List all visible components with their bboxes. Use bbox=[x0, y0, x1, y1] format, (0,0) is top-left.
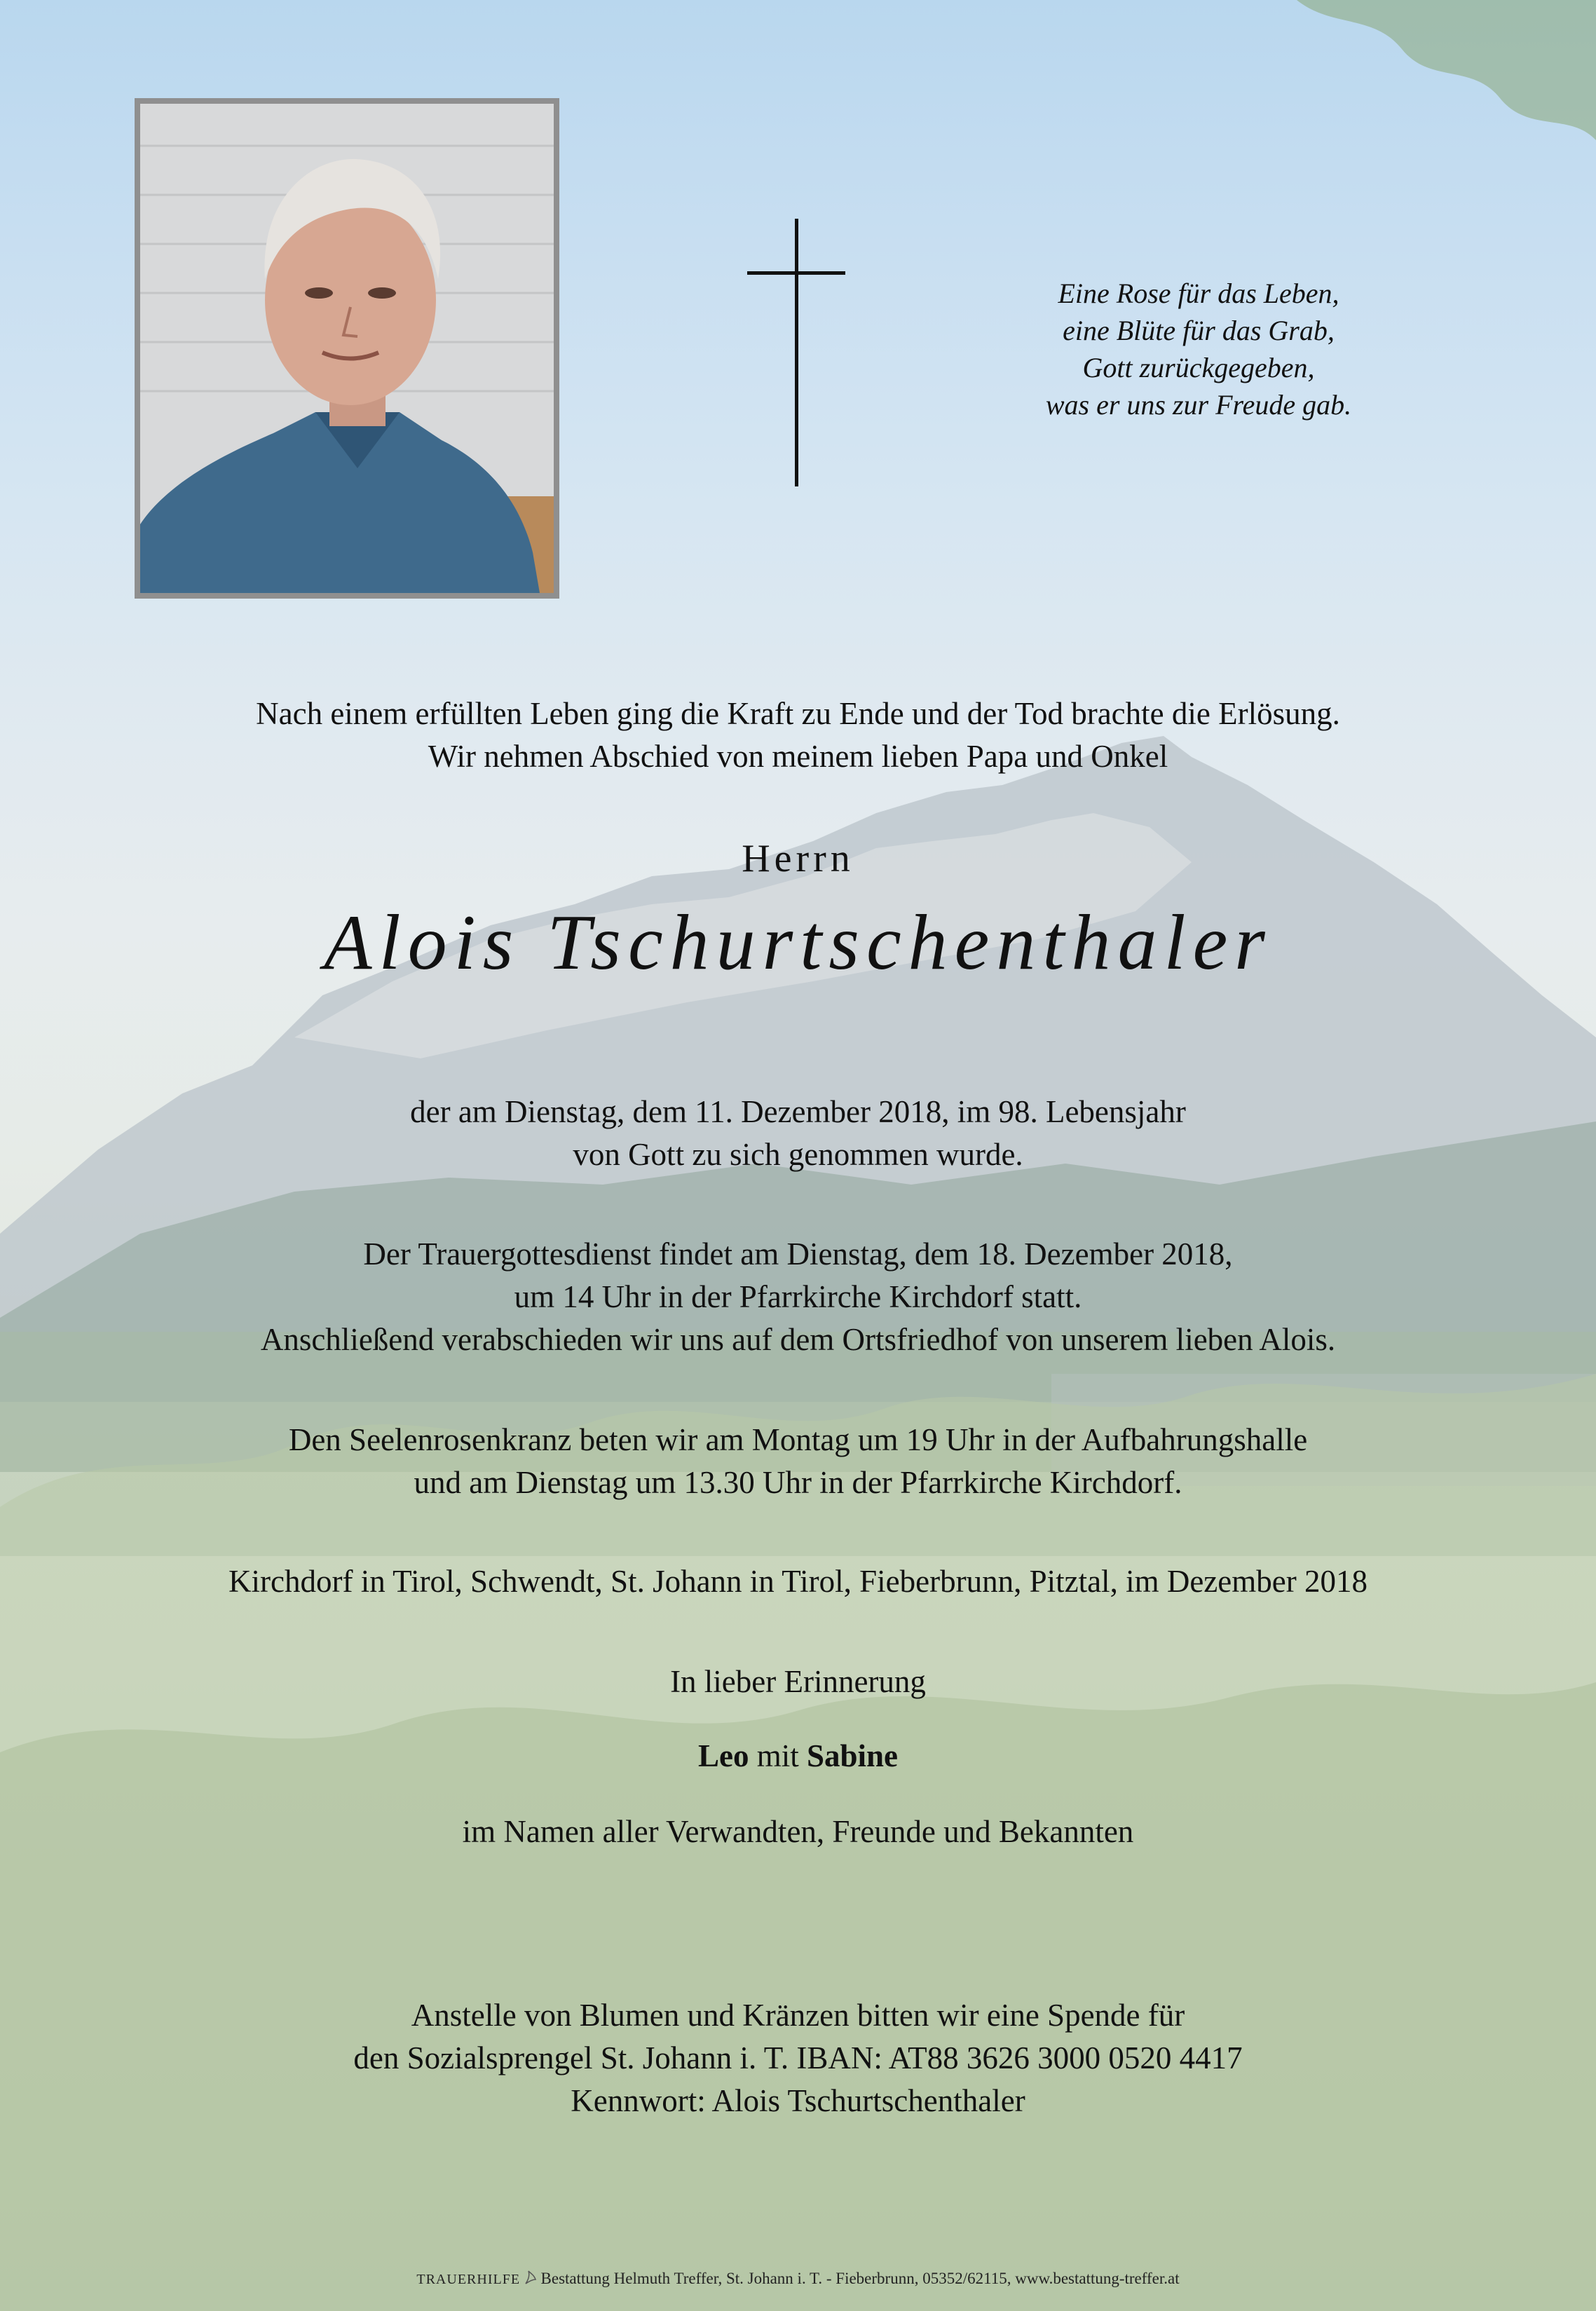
remembrance-line: In lieber Erinnerung bbox=[670, 1664, 926, 1699]
poem-line: eine Blüte für das Grab, bbox=[1063, 315, 1335, 346]
portrait-illustration bbox=[140, 104, 554, 593]
funeral-service-info bbox=[0, 1233, 1596, 1361]
footer-text: Bestattung Helmuth Treffer, St. Johann i. T. - Fieberbrunn, 05352/62115, www.bestattung-treffer.at bbox=[540, 2270, 1180, 2287]
donation-line: Anstelle von Blumen und Kränzen bitten wir eine Spende für bbox=[411, 1998, 1185, 2033]
mourners bbox=[0, 1735, 1596, 1778]
donation-line: den Sozialsprengel St. Johann i. T. IBAN: AT88 3626 3000 0520 4417 bbox=[353, 2040, 1243, 2075]
portrait-photo bbox=[135, 98, 559, 599]
cross-icon bbox=[747, 219, 845, 486]
service-line: Der Trauergottesdienst findet am Dienstag, dem 18. Dezember 2018, bbox=[363, 1236, 1233, 1272]
donation-request bbox=[0, 1994, 1596, 2122]
poem-line: was er uns zur Freude gab. bbox=[1045, 389, 1352, 421]
death-line: von Gott zu sich genommen wurde. bbox=[573, 1137, 1023, 1172]
memorial-poem bbox=[932, 275, 1465, 423]
intro-text bbox=[0, 693, 1596, 778]
death-line: der am Dienstag, dem 11. Dezember 2018, im 98. Lebensjahr bbox=[410, 1094, 1186, 1129]
rosary-line: und am Dienstag um 13.30 Uhr in der Pfarrkirche Kirchdorf. bbox=[414, 1465, 1182, 1500]
poem-line: Gott zurückgegeben, bbox=[1082, 352, 1315, 383]
service-line: Anschließend verabschieden wir uns auf dem Ortsfriedhof von unserem lieben Alois. bbox=[260, 1322, 1336, 1357]
footer-brand: TRAUERHILFE bbox=[416, 2272, 521, 2287]
donation-line: Kennwort: Alois Tschurtschenthaler bbox=[571, 2083, 1025, 2118]
rosary-info bbox=[0, 1419, 1596, 1504]
rosary-line: Den Seelenrosenkranz beten wir am Montag um 19 Uhr in der Aufbahrungshalle bbox=[288, 1422, 1308, 1457]
mourner-name: Sabine bbox=[806, 1738, 899, 1773]
deceased-name: Alois Tschurtschenthaler bbox=[324, 899, 1272, 986]
intro-line: Nach einem erfüllten Leben ging die Kraft zu Ende und der Tod brachte die Erlösung. bbox=[256, 696, 1340, 731]
places-and-date: Kirchdorf in Tirol, Schwendt, St. Johann in Tirol, Fieberbrunn, Pitztal, im Dezember 2018 bbox=[229, 1564, 1367, 1599]
mourner-connector: mit bbox=[756, 1738, 799, 1773]
service-line: um 14 Uhr in der Pfarrkirche Kirchdorf statt. bbox=[514, 1279, 1082, 1314]
tree-leaves-top-right bbox=[1297, 0, 1596, 140]
dove-icon bbox=[524, 2270, 537, 2286]
relatives-line: im Namen aller Verwandten, Freunde und Bekannten bbox=[462, 1814, 1134, 1849]
intro-line: Wir nehmen Abschied von meinem lieben Papa und Onkel bbox=[428, 739, 1168, 774]
mourner-name: Leo bbox=[697, 1738, 749, 1773]
funeral-home-footer bbox=[0, 2268, 1596, 2290]
poem-line: Eine Rose für das Leben, bbox=[1058, 278, 1339, 309]
death-notice bbox=[0, 1091, 1596, 1176]
salutation: Herrn bbox=[742, 837, 854, 880]
